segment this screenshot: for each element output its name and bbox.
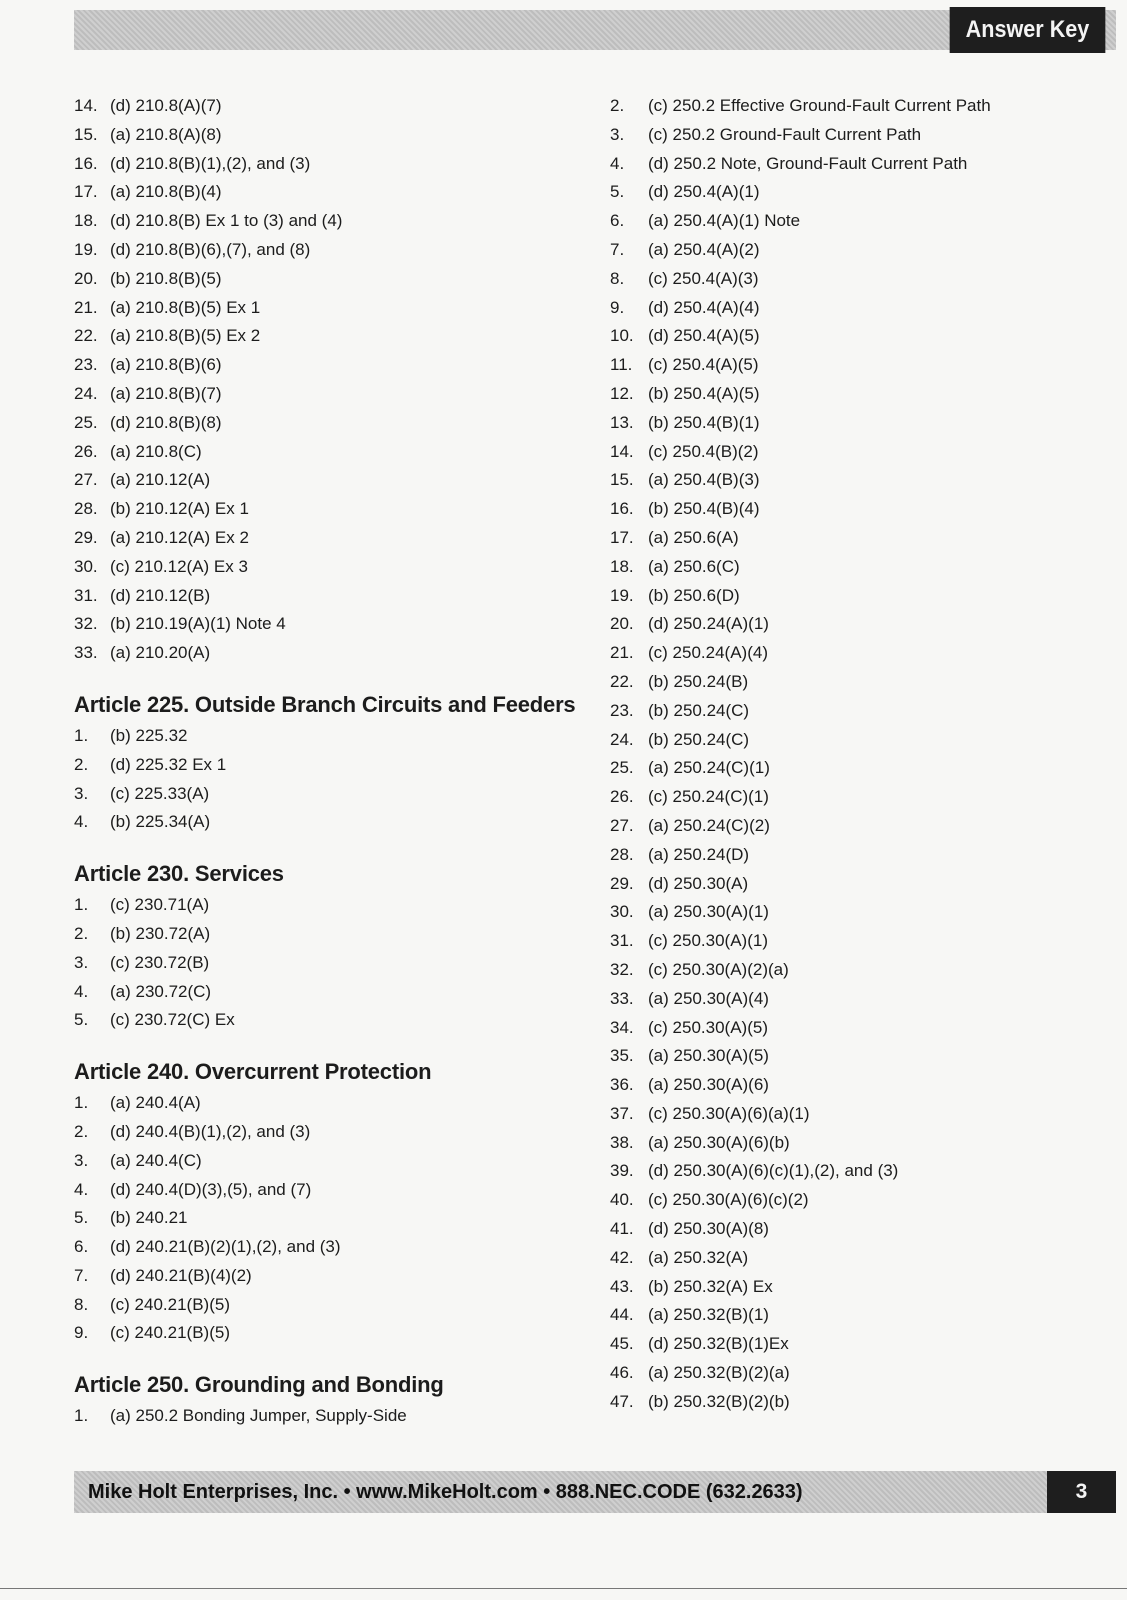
answer-number: 14. bbox=[610, 441, 634, 461]
answer-number: 16. bbox=[74, 153, 98, 173]
answer-number: 22. bbox=[74, 326, 98, 346]
answer-text: (a) 210.8(B)(4) bbox=[110, 182, 222, 202]
answer-entry bbox=[610, 1244, 991, 1273]
answer-number: 30. bbox=[74, 556, 98, 576]
answer-number: 33. bbox=[610, 988, 634, 1008]
section-spacer bbox=[74, 1035, 575, 1055]
answer-text: (c) 250.4(A)(5) bbox=[648, 355, 759, 375]
answer-number: 5. bbox=[610, 182, 625, 202]
answer-text: (a) 240.4(A) bbox=[110, 1093, 201, 1113]
answer-text: (b) 250.24(B) bbox=[648, 671, 749, 691]
answer-number: 41. bbox=[610, 1219, 634, 1239]
answer-entry bbox=[74, 920, 575, 949]
answer-number: 39. bbox=[610, 1161, 634, 1181]
answer-entry bbox=[610, 1129, 991, 1158]
answer-entry bbox=[610, 495, 991, 524]
answer-number: 37. bbox=[610, 1103, 634, 1123]
answer-text: (c) 250.30(A)(5) bbox=[648, 1017, 768, 1037]
answer-text: (c) 230.72(C) Ex bbox=[110, 1010, 235, 1030]
answer-number: 43. bbox=[610, 1276, 634, 1296]
answer-entry bbox=[610, 294, 991, 323]
answer-number: 1. bbox=[74, 1093, 89, 1113]
answer-number: 11. bbox=[610, 355, 633, 375]
answer-text: (a) 250.30(A)(1) bbox=[648, 902, 769, 922]
answer-text: (b) 250.4(B)(4) bbox=[648, 499, 760, 519]
answer-entry bbox=[74, 949, 575, 978]
answer-number: 6. bbox=[610, 211, 625, 231]
answer-entry bbox=[610, 466, 991, 495]
answer-text: (c) 250.24(C)(1) bbox=[648, 787, 769, 807]
answer-text: (a) 250.32(A) bbox=[648, 1247, 749, 1267]
answer-entry bbox=[610, 121, 991, 150]
answer-text: (a) 210.8(C) bbox=[110, 441, 202, 461]
answer-entry bbox=[74, 1233, 575, 1262]
answer-entry bbox=[610, 351, 991, 380]
left-column bbox=[74, 92, 575, 1431]
answer-number: 4. bbox=[74, 812, 89, 832]
answer-text: (a) 250.6(A) bbox=[648, 527, 739, 547]
answer-entry bbox=[610, 1359, 991, 1388]
answer-number: 45. bbox=[610, 1334, 634, 1354]
answer-entry bbox=[610, 754, 991, 783]
answer-number: 7. bbox=[74, 1265, 89, 1285]
answer-text: (d) 240.4(B)(1),(2), and (3) bbox=[110, 1121, 311, 1141]
answer-entry bbox=[74, 1402, 575, 1431]
answer-text: (a) 210.8(B)(6) bbox=[110, 355, 222, 375]
answer-entry bbox=[610, 870, 991, 899]
answer-text: (c) 250.30(A)(1) bbox=[648, 931, 768, 951]
answer-number: 28. bbox=[610, 844, 634, 864]
answer-text: (c) 250.4(A)(3) bbox=[648, 268, 759, 288]
answer-text: (d) 240.4(D)(3),(5), and (7) bbox=[110, 1179, 312, 1199]
answer-entry bbox=[610, 409, 991, 438]
answer-number: 27. bbox=[610, 815, 634, 835]
footer-publisher-info: Mike Holt Enterprises, Inc. • www.MikeHolt.com • 888.NEC.CODE (632.2633) bbox=[88, 1480, 803, 1503]
answer-number: 18. bbox=[74, 211, 98, 231]
answer-number: 12. bbox=[610, 383, 634, 403]
answer-entry bbox=[610, 985, 991, 1014]
answer-entry bbox=[74, 495, 575, 524]
answer-entry bbox=[610, 639, 991, 668]
answer-text: (b) 210.19(A)(1) Note 4 bbox=[110, 614, 286, 634]
answer-number: 4. bbox=[74, 981, 89, 1001]
answer-number: 1. bbox=[74, 895, 89, 915]
answer-entry bbox=[74, 1319, 575, 1348]
answer-entry bbox=[610, 438, 991, 467]
answer-number: 4. bbox=[74, 1179, 89, 1199]
answer-entry bbox=[610, 610, 991, 639]
answer-number: 28. bbox=[74, 499, 98, 519]
answer-number: 18. bbox=[610, 556, 634, 576]
answer-text: (b) 225.32 bbox=[110, 725, 188, 745]
footer-bar bbox=[74, 1471, 1054, 1513]
answer-entry bbox=[610, 927, 991, 956]
answer-number: 8. bbox=[610, 268, 625, 288]
answer-entry bbox=[74, 1006, 575, 1035]
answer-key-tab: Answer Key bbox=[950, 7, 1106, 53]
answer-entry bbox=[610, 1273, 991, 1302]
answer-number: 44. bbox=[610, 1305, 634, 1325]
answer-entry bbox=[74, 466, 575, 495]
section-spacer bbox=[74, 837, 575, 857]
right-column bbox=[610, 92, 991, 1417]
answer-entry bbox=[610, 1014, 991, 1043]
answer-text: (d) 210.8(B)(6),(7), and (8) bbox=[110, 239, 311, 259]
answer-entry bbox=[610, 380, 991, 409]
answer-text: (c) 240.21(B)(5) bbox=[110, 1323, 230, 1343]
answer-entry bbox=[74, 409, 575, 438]
answer-number: 5. bbox=[74, 1208, 89, 1228]
answer-number: 14. bbox=[74, 96, 98, 115]
answer-text: (d) 210.8(B)(8) bbox=[110, 412, 222, 432]
answer-text: (a) 250.24(C)(1) bbox=[648, 758, 770, 778]
answer-text: (c) 230.72(B) bbox=[110, 952, 210, 972]
answer-text: (a) 210.12(A) bbox=[110, 470, 211, 490]
answer-entry bbox=[610, 726, 991, 755]
answer-number: 21. bbox=[74, 297, 98, 317]
answer-text: (b) 210.8(B)(5) bbox=[110, 268, 222, 288]
answer-number: 20. bbox=[610, 614, 634, 634]
article-heading: Article 250. Grounding and Bonding bbox=[74, 1372, 444, 1398]
answer-entry bbox=[74, 322, 575, 351]
answer-entry bbox=[610, 265, 991, 294]
answer-text: (d) 250.2 Note, Ground-Fault Current Path bbox=[648, 153, 968, 173]
answer-number: 32. bbox=[610, 959, 634, 979]
answer-text: (a) 250.6(C) bbox=[648, 556, 740, 576]
answer-number: 23. bbox=[74, 355, 98, 375]
article-heading: Article 230. Services bbox=[74, 861, 284, 887]
answer-number: 40. bbox=[610, 1190, 634, 1210]
answer-text: (b) 250.32(A) Ex bbox=[648, 1276, 773, 1296]
answer-number: 33. bbox=[74, 643, 98, 663]
answer-number: 24. bbox=[74, 383, 98, 403]
answer-entry bbox=[74, 294, 575, 323]
answer-text: (c) 210.12(A) Ex 3 bbox=[110, 556, 248, 576]
answer-entry bbox=[74, 207, 575, 236]
answer-entry bbox=[74, 582, 575, 611]
answer-entry bbox=[610, 1388, 991, 1417]
answer-text: (d) 250.24(A)(1) bbox=[648, 614, 769, 634]
answer-entry bbox=[610, 150, 991, 179]
answer-number: 2. bbox=[74, 754, 89, 774]
answer-text: (d) 250.30(A) bbox=[648, 873, 749, 893]
answer-number: 10. bbox=[610, 326, 634, 346]
answer-entry bbox=[74, 1262, 575, 1291]
answer-number: 3. bbox=[74, 1150, 89, 1170]
answer-number: 9. bbox=[610, 297, 625, 317]
answer-number: 2. bbox=[74, 923, 89, 943]
answer-number: 32. bbox=[74, 614, 98, 634]
answer-entry bbox=[74, 1118, 575, 1147]
answer-text: (b) 250.4(B)(1) bbox=[648, 412, 760, 432]
answer-number: 1. bbox=[74, 1406, 89, 1426]
answer-text: (c) 250.2 Ground-Fault Current Path bbox=[648, 124, 922, 144]
answer-entry bbox=[610, 956, 991, 985]
answer-text: (b) 210.12(A) Ex 1 bbox=[110, 499, 249, 519]
answer-number: 25. bbox=[74, 412, 98, 432]
answer-entry bbox=[74, 639, 575, 668]
answer-entry bbox=[74, 610, 575, 639]
answer-entry bbox=[74, 438, 575, 467]
answer-number: 46. bbox=[610, 1363, 634, 1383]
answer-text: (b) 250.32(B)(2)(b) bbox=[648, 1391, 790, 1411]
answer-text: (a) 250.30(A)(6) bbox=[648, 1075, 769, 1095]
section-spacer bbox=[74, 668, 575, 688]
answer-text: (a) 250.4(A)(1) Note bbox=[648, 211, 801, 231]
answer-text: (a) 250.30(A)(4) bbox=[648, 988, 769, 1008]
answer-text: (c) 250.2 Effective Ground-Fault Current Path bbox=[648, 96, 991, 115]
answer-number: 36. bbox=[610, 1075, 634, 1095]
article-heading: Article 240. Overcurrent Protection bbox=[74, 1059, 432, 1085]
answer-entry bbox=[610, 841, 991, 870]
article-heading: Article 225. Outside Branch Circuits and Feeders bbox=[74, 691, 576, 717]
answer-entry bbox=[610, 207, 991, 236]
answer-entry bbox=[610, 322, 991, 351]
answer-text: (a) 210.8(A)(8) bbox=[110, 124, 222, 144]
answer-entry bbox=[74, 553, 575, 582]
answer-entry bbox=[610, 1157, 991, 1186]
answer-text: (a) 250.30(A)(6)(b) bbox=[648, 1132, 790, 1152]
answer-text: (d) 210.8(B) Ex 1 to (3) and (4) bbox=[110, 211, 343, 231]
answer-number: 27. bbox=[74, 470, 98, 490]
answer-number: 15. bbox=[610, 470, 634, 490]
answer-entry bbox=[74, 891, 575, 920]
answer-number: 17. bbox=[610, 527, 634, 547]
answer-number: 13. bbox=[610, 412, 634, 432]
answer-entry bbox=[610, 812, 991, 841]
answer-entry bbox=[610, 898, 991, 927]
answer-text: (b) 225.34(A) bbox=[110, 812, 211, 832]
answer-entry bbox=[74, 722, 575, 751]
answer-text: (d) 250.30(A)(8) bbox=[648, 1219, 769, 1239]
answer-text: (b) 250.24(C) bbox=[648, 700, 750, 720]
answer-text: (d) 240.21(B)(4)(2) bbox=[110, 1265, 252, 1285]
answer-text: (a) 210.12(A) Ex 2 bbox=[110, 527, 249, 547]
answer-text: (c) 230.71(A) bbox=[110, 895, 210, 915]
answer-number: 22. bbox=[610, 671, 634, 691]
answer-entry bbox=[610, 92, 991, 121]
answer-entry bbox=[610, 524, 991, 553]
answer-text: (b) 240.21 bbox=[110, 1208, 188, 1228]
answer-entry bbox=[74, 92, 575, 121]
answer-text: (a) 210.20(A) bbox=[110, 643, 211, 663]
answer-text: (d) 250.32(B)(1)Ex bbox=[648, 1334, 789, 1354]
answer-number: 26. bbox=[74, 441, 98, 461]
answer-text: (d) 250.4(A)(1) bbox=[648, 182, 760, 202]
answer-number: 3. bbox=[610, 124, 625, 144]
answer-entry bbox=[74, 1204, 575, 1233]
answer-text: (c) 250.30(A)(6)(c)(2) bbox=[648, 1190, 809, 1210]
answer-number: 1. bbox=[74, 725, 89, 745]
answer-text: (b) 250.24(C) bbox=[648, 729, 750, 749]
answer-entry bbox=[610, 697, 991, 726]
answer-entry bbox=[610, 236, 991, 265]
answer-text: (a) 250.30(A)(5) bbox=[648, 1046, 769, 1066]
answer-number: 8. bbox=[74, 1294, 89, 1314]
answer-number: 19. bbox=[610, 585, 634, 605]
answer-entry bbox=[74, 524, 575, 553]
answer-number: 3. bbox=[74, 952, 89, 972]
page-edge-rule bbox=[0, 1588, 1127, 1589]
answer-text: (d) 210.12(B) bbox=[110, 585, 211, 605]
answer-entry bbox=[74, 178, 575, 207]
answer-entry bbox=[74, 1291, 575, 1320]
answer-number: 16. bbox=[610, 499, 634, 519]
answer-text: (c) 250.30(A)(6)(a)(1) bbox=[648, 1103, 810, 1123]
answer-entry bbox=[610, 1330, 991, 1359]
answer-text: (a) 250.4(B)(3) bbox=[648, 470, 760, 490]
answer-text: (c) 225.33(A) bbox=[110, 783, 210, 803]
answer-entry bbox=[74, 1089, 575, 1118]
answer-text: (a) 210.8(B)(5) Ex 1 bbox=[110, 297, 261, 317]
answer-entry bbox=[610, 668, 991, 697]
answer-text: (d) 210.8(B)(1),(2), and (3) bbox=[110, 153, 311, 173]
answer-number: 4. bbox=[610, 153, 625, 173]
answer-number: 17. bbox=[74, 182, 98, 202]
answer-number: 23. bbox=[610, 700, 634, 720]
answer-entry bbox=[610, 553, 991, 582]
answer-text: (a) 250.32(B)(1) bbox=[648, 1305, 769, 1325]
answer-text: (d) 250.30(A)(6)(c)(1),(2), and (3) bbox=[648, 1161, 899, 1181]
answer-entry bbox=[74, 808, 575, 837]
answer-text: (a) 210.8(B)(5) Ex 2 bbox=[110, 326, 261, 346]
answer-entry bbox=[610, 1186, 991, 1215]
answer-number: 29. bbox=[610, 873, 634, 893]
answer-text: (b) 230.72(A) bbox=[110, 923, 211, 943]
answer-number: 31. bbox=[610, 931, 634, 951]
answer-entry bbox=[74, 265, 575, 294]
answer-entry bbox=[610, 178, 991, 207]
answer-text: (a) 250.4(A)(2) bbox=[648, 239, 760, 259]
answer-entry bbox=[74, 1176, 575, 1205]
answer-text: (b) 250.4(A)(5) bbox=[648, 383, 760, 403]
answer-text: (c) 250.4(B)(2) bbox=[648, 441, 759, 461]
answer-entry bbox=[610, 1042, 991, 1071]
answer-entry bbox=[74, 351, 575, 380]
answer-text: (b) 250.6(D) bbox=[648, 585, 740, 605]
answer-number: 31. bbox=[74, 585, 98, 605]
answer-number: 47. bbox=[610, 1391, 634, 1411]
answer-entry bbox=[74, 150, 575, 179]
answer-number: 38. bbox=[610, 1132, 634, 1152]
answer-entry bbox=[610, 1100, 991, 1129]
section-spacer bbox=[74, 1348, 575, 1368]
answer-text: (a) 230.72(C) bbox=[110, 981, 212, 1001]
answer-text: (a) 240.4(C) bbox=[110, 1150, 202, 1170]
answer-entry bbox=[74, 978, 575, 1007]
answer-entry bbox=[610, 1071, 991, 1100]
answer-entry bbox=[74, 1147, 575, 1176]
answer-entry bbox=[610, 582, 991, 611]
answer-number: 35. bbox=[610, 1046, 634, 1066]
answer-number: 25. bbox=[610, 758, 634, 778]
answer-entry bbox=[74, 236, 575, 265]
answer-entry bbox=[74, 780, 575, 809]
answer-number: 34. bbox=[610, 1017, 634, 1037]
answer-text: (d) 225.32 Ex 1 bbox=[110, 754, 227, 774]
answer-text: (a) 250.24(C)(2) bbox=[648, 815, 770, 835]
answer-number: 6. bbox=[74, 1237, 89, 1257]
answer-text: (c) 250.24(A)(4) bbox=[648, 643, 768, 663]
answer-number: 7. bbox=[610, 239, 625, 259]
answer-text: (a) 250.2 Bonding Jumper, Supply-Side bbox=[110, 1406, 407, 1426]
answer-entry bbox=[74, 121, 575, 150]
answer-entry bbox=[610, 1301, 991, 1330]
answer-number: 24. bbox=[610, 729, 634, 749]
answer-number: 29. bbox=[74, 527, 98, 547]
answer-entry bbox=[74, 380, 575, 409]
answer-number: 3. bbox=[74, 783, 89, 803]
answer-text: (a) 250.32(B)(2)(a) bbox=[648, 1363, 790, 1383]
answer-text: (c) 250.30(A)(2)(a) bbox=[648, 959, 789, 979]
answer-number: 5. bbox=[74, 1010, 89, 1030]
answer-text: (d) 210.8(A)(7) bbox=[110, 96, 222, 115]
answer-number: 2. bbox=[74, 1121, 89, 1141]
answer-number: 20. bbox=[74, 268, 98, 288]
answer-text: (a) 250.24(D) bbox=[648, 844, 750, 864]
answer-number: 30. bbox=[610, 902, 634, 922]
answer-number: 9. bbox=[74, 1323, 89, 1343]
answer-text: (a) 210.8(B)(7) bbox=[110, 383, 222, 403]
answer-text: (d) 250.4(A)(5) bbox=[648, 326, 760, 346]
page-number: 3 bbox=[1047, 1471, 1116, 1513]
answer-text: (c) 240.21(B)(5) bbox=[110, 1294, 230, 1314]
answer-text: (d) 240.21(B)(2)(1),(2), and (3) bbox=[110, 1237, 341, 1257]
answer-entry bbox=[610, 783, 991, 812]
answer-text: (d) 250.4(A)(4) bbox=[648, 297, 760, 317]
answer-number: 2. bbox=[610, 96, 625, 115]
answer-entry bbox=[610, 1215, 991, 1244]
answer-number: 21. bbox=[610, 643, 634, 663]
answer-number: 15. bbox=[74, 124, 98, 144]
answer-entry bbox=[74, 751, 575, 780]
answer-number: 19. bbox=[74, 239, 98, 259]
answer-number: 42. bbox=[610, 1247, 634, 1267]
answer-number: 26. bbox=[610, 787, 634, 807]
